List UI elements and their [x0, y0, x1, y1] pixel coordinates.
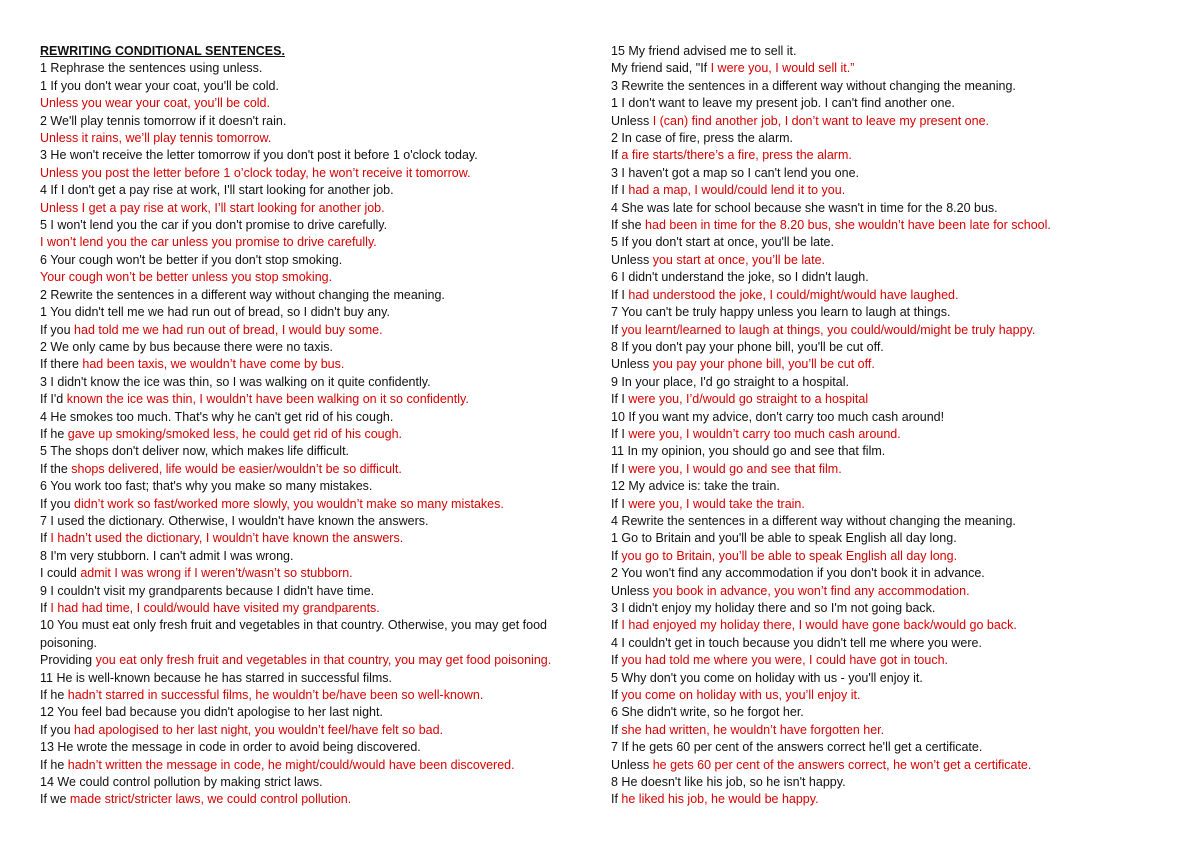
text-line — [611, 530, 1186, 547]
text-line — [40, 704, 600, 721]
prompt-text: 3 Rewrite the sentences in a different way without changing the meaning. — [611, 78, 1016, 93]
text-line — [611, 757, 1186, 774]
prompt-text: 3 He won't receive the letter tomorrow if you don't post it before 1 o'clock today. — [40, 148, 478, 163]
text-line — [40, 722, 600, 739]
answer-text: she had written, he wouldn’t have forgotten her. — [621, 722, 885, 737]
text-line — [40, 426, 600, 443]
text-line — [40, 60, 600, 77]
text-line — [611, 600, 1186, 617]
text-line — [40, 565, 600, 582]
answer-text: didn’t work so fast/worked more slowly, you wouldn’t make so many mistakes. — [74, 496, 504, 511]
text-line — [611, 635, 1186, 652]
answer-text: you eat only fresh fruit and vegetables in that country, you may get food poisoning. — [95, 653, 552, 668]
answer-text: I hadn’t used the dictionary, I wouldn’t have known the answers. — [50, 531, 404, 546]
text-line — [611, 95, 1186, 112]
text-line — [40, 130, 600, 147]
text-line — [40, 165, 600, 182]
prompt-text: If I — [611, 287, 629, 302]
answer-text: had been taxis, we wouldn’t have come by bus. — [82, 357, 345, 372]
text-line — [611, 287, 1186, 304]
prompt-text: 10 You must eat only fresh fruit and vegetables in that country. Otherwise, you may get food poisoning. — [40, 618, 548, 650]
left-column — [40, 43, 600, 809]
text-line — [40, 287, 600, 304]
text-line — [611, 722, 1186, 739]
text-line — [40, 791, 600, 808]
prompt-text: 9 I couldn't visit my grandparents because I didn't have time. — [40, 583, 375, 598]
prompt-text: 1 Rephrase the sentences using unless. — [40, 61, 263, 76]
prompt-text: If he — [40, 688, 68, 703]
text-line — [611, 113, 1186, 130]
answer-text: Your cough won’t be better unless you stop smoking. — [40, 270, 333, 285]
answer-text: you had told me where you were, I could have got in touch. — [621, 653, 949, 668]
prompt-text: Providing — [40, 653, 96, 668]
prompt-text: If we — [40, 792, 70, 807]
prompt-text: If — [611, 148, 622, 163]
answer-text: known the ice was thin, I wouldn’t have been walking on it so confidently. — [66, 392, 469, 407]
text-line — [611, 652, 1186, 669]
prompt-text: If I — [611, 461, 629, 476]
prompt-text: 7 I used the dictionary. Otherwise, I wouldn't have known the answers. — [40, 513, 429, 528]
prompt-text: If you — [40, 722, 75, 737]
text-line — [40, 252, 600, 269]
answer-text: had a map, I would/could lend it to you. — [628, 183, 846, 198]
text-line — [40, 217, 600, 234]
text-line — [40, 478, 600, 495]
text-line — [40, 652, 600, 669]
text-line — [611, 356, 1186, 373]
prompt-text: 1 I don't want to leave my present job. I can't find another one. — [611, 96, 955, 111]
text-line — [40, 356, 600, 373]
answer-text: gave up smoking/smoked less, he could get rid of his cough. — [67, 426, 403, 441]
text-line — [611, 704, 1186, 721]
text-line — [40, 409, 600, 426]
prompt-text: 5 I won't lend you the car if you don't promise to drive carefully. — [40, 218, 388, 233]
answer-text: Unless I get a pay rise at work, I’ll start looking for another job. — [40, 200, 385, 215]
prompt-text: Unless — [611, 357, 653, 372]
text-line — [611, 78, 1186, 95]
answer-text: you come on holiday with us, you’ll enjoy it. — [621, 688, 861, 703]
prompt-text: If I — [611, 392, 629, 407]
prompt-text: 6 Your cough won't be better if you don't stop smoking. — [40, 252, 343, 267]
text-line — [40, 95, 600, 112]
prompt-text: 4 I couldn't get in touch because you didn't tell me where you were. — [611, 635, 982, 650]
prompt-text: 7 If he gets 60 per cent of the answers correct he'll get a certificate. — [611, 740, 983, 755]
text-line — [40, 739, 600, 756]
prompt-text: 8 If you don't pay your phone bill, you'll be cut off. — [611, 339, 884, 354]
prompt-text: 4 If I don't get a pay rise at work, I'll start looking for another job. — [40, 183, 394, 198]
text-line — [40, 113, 600, 130]
answer-text: Unless it rains, we’ll play tennis tomorrow. — [40, 131, 272, 146]
prompt-text: Unless — [611, 583, 653, 598]
text-line — [611, 200, 1186, 217]
prompt-text: 2 You won't find any accommodation if you don't book it in advance. — [611, 566, 985, 581]
prompt-text: 14 We could control pollution by making strict laws. — [40, 775, 323, 790]
answer-text: had been in time for the 8.20 bus, she wouldn’t have been late for school. — [645, 218, 1051, 233]
text-line — [40, 687, 600, 704]
answer-text: had understood the joke, I could/might/would have laughed. — [628, 287, 959, 302]
text-line — [611, 322, 1186, 339]
prompt-text: 4 She was late for school because she wasn't in time for the 8.20 bus. — [611, 200, 998, 215]
prompt-text: Unless — [611, 113, 653, 128]
answer-text: I had enjoyed my holiday there, I would have gone back/would go back. — [621, 618, 1017, 633]
prompt-text: 1 You didn't tell me we had run out of bread, so I didn't buy any. — [40, 305, 390, 320]
prompt-text: 10 If you want my advice, don't carry too much cash around! — [611, 409, 945, 424]
prompt-text: If I — [611, 496, 629, 511]
prompt-text: 9 In your place, I'd go straight to a hospital. — [611, 374, 849, 389]
text-line — [611, 513, 1186, 530]
answer-text: were you, I would take the train. — [628, 496, 805, 511]
prompt-text: If the — [40, 461, 72, 476]
text-line — [611, 252, 1186, 269]
prompt-text: 12 My advice is: take the train. — [611, 479, 780, 494]
answer-text: were you, I would go and see that film. — [628, 461, 842, 476]
prompt-text: 5 The shops don't deliver now, which makes life difficult. — [40, 444, 350, 459]
text-line — [40, 234, 600, 251]
prompt-text: If he — [40, 426, 68, 441]
answer-text: I were you, I would sell it.” — [710, 61, 855, 76]
prompt-text: If you — [40, 496, 75, 511]
answer-text: were you, I wouldn’t carry too much cash around. — [628, 426, 901, 441]
answer-text: you book in advance, you won’t find any accommodation. — [652, 583, 970, 598]
prompt-text: 15 My friend advised me to sell it. — [611, 44, 797, 58]
answer-text: I won’t lend you the car unless you promise to drive carefully. — [40, 235, 377, 250]
text-line — [611, 269, 1186, 286]
text-line — [40, 374, 600, 391]
text-line — [40, 304, 600, 321]
prompt-text: If I — [611, 426, 629, 441]
prompt-text: 3 I didn't know the ice was thin, so I was walking on it quite confidently. — [40, 374, 431, 389]
answer-text: he liked his job, he would be happy. — [621, 792, 819, 807]
text-line — [40, 513, 600, 530]
answer-text: hadn’t written the message in code, he might/could/would have been discovered. — [67, 757, 515, 772]
prompt-text: 4 He smokes too much. That's why he can't get rid of his cough. — [40, 409, 394, 424]
text-line — [611, 617, 1186, 634]
text-line — [40, 530, 600, 547]
answer-text: had apologised to her last night, you wouldn’t feel/have felt so bad. — [74, 722, 444, 737]
prompt-text: If I'd — [40, 392, 67, 407]
answer-text: Unless you post the letter before 1 o’clock today, he won’t receive it tomorrow. — [40, 165, 471, 180]
prompt-text: 2 Rewrite the sentences in a different way without changing the meaning. — [40, 287, 445, 302]
text-line — [40, 182, 600, 199]
text-line — [40, 774, 600, 791]
answer-text: I had had time, I could/would have visited my grandparents. — [50, 601, 380, 615]
prompt-text: If — [611, 618, 622, 633]
prompt-text: 1 If you don't wear your coat, you'll be cold. — [40, 78, 279, 93]
answer-text: you go to Britain, you’ll be able to speak English all day long. — [621, 548, 958, 563]
text-line — [40, 757, 600, 774]
text-line — [611, 217, 1186, 234]
prompt-text: 4 Rewrite the sentences in a different way without changing the meaning. — [611, 513, 1016, 528]
prompt-text: 2 We only came by bus because there were no taxis. — [40, 339, 333, 354]
text-line — [611, 774, 1186, 791]
prompt-text: If — [611, 688, 622, 703]
text-line — [611, 791, 1186, 808]
text-line — [611, 583, 1186, 600]
text-line — [40, 78, 600, 95]
text-line — [611, 496, 1186, 513]
text-line — [611, 443, 1186, 460]
text-line — [611, 426, 1186, 443]
text-line — [611, 182, 1186, 199]
answer-text: were you, I’d/would go straight to a hospital — [628, 392, 869, 407]
answer-text: he gets 60 per cent of the answers correct, he won’t get a certificate. — [652, 757, 1032, 772]
text-line — [611, 548, 1186, 565]
prompt-text: 6 I didn't understand the joke, so I didn't laugh. — [611, 270, 869, 285]
text-line — [611, 565, 1186, 582]
text-line — [611, 478, 1186, 495]
text-line — [611, 130, 1186, 147]
text-line — [40, 200, 600, 217]
prompt-text: 6 She didn't write, so he forgot her. — [611, 705, 804, 720]
text-line — [40, 617, 600, 652]
prompt-text: My friend said, "If — [611, 61, 711, 76]
prompt-text: If — [40, 601, 51, 615]
prompt-text: 12 You feel bad because you didn't apologise to her last night. — [40, 705, 383, 720]
text-line — [611, 461, 1186, 478]
prompt-text: If — [40, 531, 51, 546]
answer-text: had told me we had run out of bread, I would buy some. — [74, 322, 383, 337]
prompt-text: 8 He doesn't like his job, so he isn't happy. — [611, 775, 846, 790]
prompt-text: 5 If you don't start at once, you'll be late. — [611, 235, 834, 250]
prompt-text: If — [611, 792, 622, 807]
answer-text: I (can) find another job, I don’t want to leave my present one. — [652, 113, 989, 128]
text-line — [611, 339, 1186, 356]
prompt-text: 2 In case of fire, press the alarm. — [611, 131, 794, 146]
text-line — [611, 670, 1186, 687]
answer-text: you pay your phone bill, you’ll be cut off. — [652, 357, 875, 372]
prompt-text: Unless — [611, 757, 653, 772]
prompt-text: If — [611, 322, 622, 337]
prompt-text: If he — [40, 757, 68, 772]
prompt-text: If — [611, 722, 622, 737]
prompt-text: 6 You work too fast; that's why you make so many mistakes. — [40, 479, 373, 494]
prompt-text: If I — [611, 183, 629, 198]
text-line — [611, 739, 1186, 756]
text-line — [40, 548, 600, 565]
prompt-text: 1 Go to Britain and you'll be able to speak English all day long. — [611, 531, 957, 546]
text-line — [40, 391, 600, 408]
text-line — [611, 409, 1186, 426]
prompt-text: 13 He wrote the message in code in order to avoid being discovered. — [40, 740, 421, 755]
answer-text: a fire starts/there’s a fire, press the alarm. — [621, 148, 852, 163]
prompt-text: 3 I didn't enjoy my holiday there and so I'm not going back. — [611, 601, 936, 615]
text-line — [40, 496, 600, 513]
prompt-text: 8 I'm very stubborn. I can't admit I was wrong. — [40, 548, 294, 563]
prompt-text: If there — [40, 357, 83, 372]
prompt-text: 3 I haven't got a map so I can't lend you one. — [611, 165, 859, 180]
text-line — [40, 43, 600, 60]
answer-text: you start at once, you’ll be late. — [652, 252, 826, 267]
text-line — [40, 443, 600, 460]
text-line — [611, 234, 1186, 251]
prompt-text: I could — [40, 566, 81, 581]
text-line — [40, 461, 600, 478]
answer-text: you learnt/learned to laugh at things, you could/would/might be truly happy. — [621, 322, 1036, 337]
text-line — [611, 60, 1186, 77]
prompt-text: Unless — [611, 252, 653, 267]
prompt-text: 5 Why don't you come on holiday with us - you'll enjoy it. — [611, 670, 923, 685]
prompt-text: 11 In my opinion, you should go and see that film. — [611, 444, 886, 459]
prompt-text: If — [611, 653, 622, 668]
answer-text: shops delivered, life would be easier/wouldn’t be so difficult. — [71, 461, 402, 476]
text-line — [40, 339, 600, 356]
prompt-text: If you — [40, 322, 75, 337]
text-line — [40, 600, 600, 617]
text-line — [611, 165, 1186, 182]
text-line — [40, 583, 600, 600]
text-line — [40, 670, 600, 687]
text-line — [611, 687, 1186, 704]
text-line — [611, 43, 1186, 60]
text-line — [611, 391, 1186, 408]
prompt-text: If she — [611, 218, 646, 233]
text-line — [611, 147, 1186, 164]
prompt-text: 2 We'll play tennis tomorrow if it doesn't rain. — [40, 113, 287, 128]
answer-text: Unless you wear your coat, you’ll be cold. — [40, 96, 270, 111]
right-column — [611, 43, 1186, 809]
text-line — [611, 304, 1186, 321]
answer-text: admit I was wrong if I weren’t/wasn’t so stubborn. — [80, 566, 353, 581]
answer-text: made strict/stricter laws, we could control pollution. — [69, 792, 352, 807]
text-line — [40, 322, 600, 339]
prompt-text: If — [611, 548, 622, 563]
text-line — [40, 147, 600, 164]
prompt-text: 11 He is well-known because he has starred in successful films. — [40, 670, 393, 685]
text-line — [40, 269, 600, 286]
text-line — [611, 374, 1186, 391]
prompt-text: 7 You can't be truly happy unless you learn to laugh at things. — [611, 305, 951, 320]
answer-text: hadn’t starred in successful films, he wouldn’t be/have been so well-known. — [67, 688, 484, 703]
document-title: REWRITING CONDITIONAL SENTENCES. — [40, 44, 285, 58]
